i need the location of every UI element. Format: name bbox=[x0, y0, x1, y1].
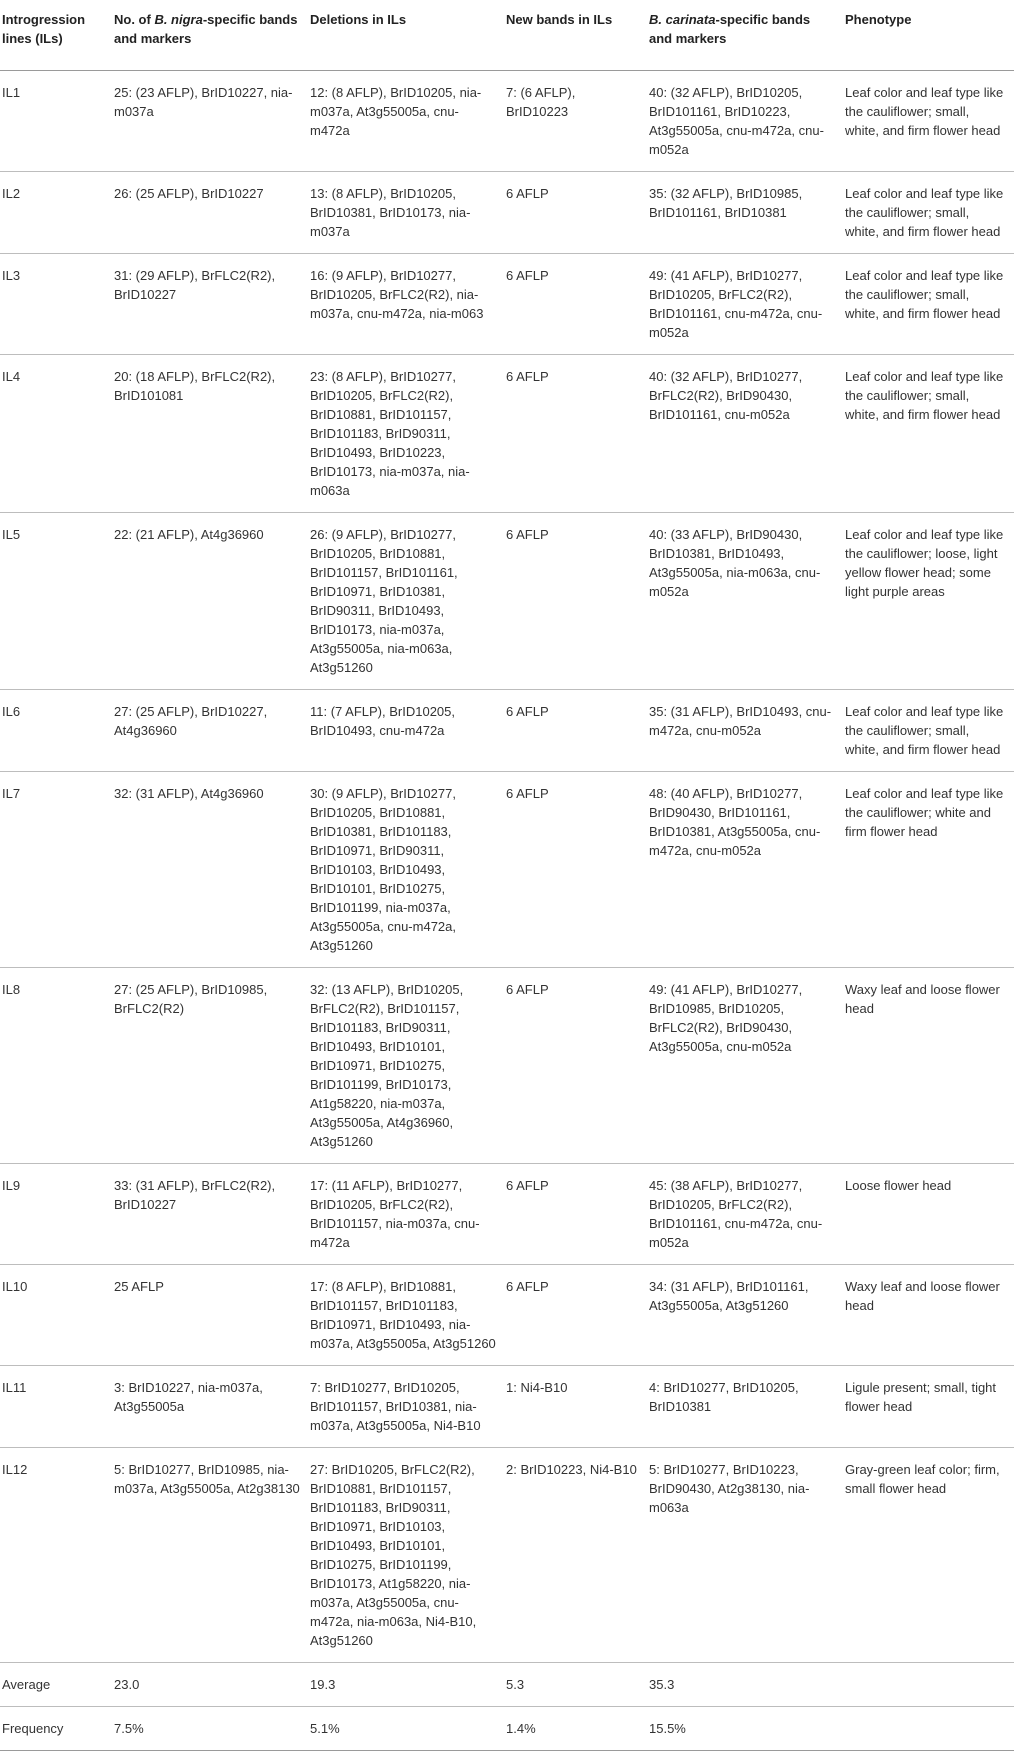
cell-new-bands: 5.3 bbox=[504, 1663, 647, 1707]
header-carinata-species: B. carinata bbox=[649, 12, 716, 27]
cell-line: IL12 bbox=[0, 1448, 112, 1663]
cell-deletions: 19.3 bbox=[308, 1663, 504, 1707]
cell-nigra: 7.5% bbox=[112, 1707, 308, 1751]
cell-deletions: 7: BrID10277, BrID10205, BrID101157, BrID10381, nia-m037a, At3g55005a, Ni4-B10 bbox=[308, 1366, 504, 1448]
cell-new-bands: 6 AFLP bbox=[504, 172, 647, 254]
table-row bbox=[0, 71, 1014, 172]
header-introgression-lines: Introgression lines (ILs) bbox=[0, 0, 112, 71]
cell-new-bands: 6 AFLP bbox=[504, 513, 647, 690]
table-row bbox=[0, 772, 1014, 968]
cell-new-bands: 6 AFLP bbox=[504, 1265, 647, 1366]
header-nigra-pre: No. of bbox=[114, 12, 155, 27]
cell-nigra: 5: BrID10277, BrID10985, nia-m037a, At3g55005a, At2g38130 bbox=[112, 1448, 308, 1663]
cell-nigra: 25 AFLP bbox=[112, 1265, 308, 1366]
cell-phenotype: Waxy leaf and loose flower head bbox=[843, 968, 1014, 1164]
table-row bbox=[0, 513, 1014, 690]
header-nigra-post: -specific bands and markers bbox=[114, 12, 298, 46]
cell-nigra: 20: (18 AFLP), BrFLC2(R2), BrID101081 bbox=[112, 355, 308, 513]
cell-phenotype: Leaf color and leaf type like the cauliflower; small, white, and firm flower head bbox=[843, 172, 1014, 254]
cell-carinata: 34: (31 AFLP), BrID101161, At3g55005a, At3g51260 bbox=[647, 1265, 843, 1366]
cell-phenotype: Leaf color and leaf type like the cauliflower; small, white, and firm flower head bbox=[843, 254, 1014, 355]
cell-nigra: 33: (31 AFLP), BrFLC2(R2), BrID10227 bbox=[112, 1164, 308, 1265]
cell-deletions: 12: (8 AFLP), BrID10205, nia-m037a, At3g55005a, cnu-m472a bbox=[308, 71, 504, 172]
table-row bbox=[0, 1265, 1014, 1366]
table-row bbox=[0, 1448, 1014, 1663]
table-row bbox=[0, 355, 1014, 513]
cell-phenotype: Loose flower head bbox=[843, 1164, 1014, 1265]
cell-deletions: 32: (13 AFLP), BrID10205, BrFLC2(R2), BrID101157, BrID101183, BrID90311, BrID10493, BrID10101, BrID10971, BrID10275, BrID101199, BrID10173, At1g58220, nia-m037a, At3g55005a, At4g36960, At3g51260 bbox=[308, 968, 504, 1164]
cell-carinata: 40: (33 AFLP), BrID90430, BrID10381, BrID10493, At3g55005a, nia-m063a, cnu-m052a bbox=[647, 513, 843, 690]
header-deletions: Deletions in ILs bbox=[308, 0, 504, 71]
cell-nigra: 27: (25 AFLP), BrID10227, At4g36960 bbox=[112, 690, 308, 772]
cell-deletions: 17: (8 AFLP), BrID10881, BrID101157, BrID101183, BrID10971, BrID10493, nia-m037a, At3g55005a, At3g51260 bbox=[308, 1265, 504, 1366]
table-row bbox=[0, 690, 1014, 772]
cell-line: Average bbox=[0, 1663, 112, 1707]
cell-phenotype bbox=[843, 1663, 1014, 1707]
cell-carinata: 49: (41 AFLP), BrID10277, BrID10985, BrID10205, BrFLC2(R2), BrID90430, At3g55005a, cnu-m052a bbox=[647, 968, 843, 1164]
cell-new-bands: 6 AFLP bbox=[504, 1164, 647, 1265]
cell-deletions: 26: (9 AFLP), BrID10277, BrID10205, BrID10881, BrID101157, BrID101161, BrID10971, BrID10381, BrID90311, BrID10493, BrID10173, nia-m037a, At3g55005a, nia-m063a, At3g51260 bbox=[308, 513, 504, 690]
cell-carinata: 4: BrID10277, BrID10205, BrID10381 bbox=[647, 1366, 843, 1448]
cell-carinata: 48: (40 AFLP), BrID10277, BrID90430, BrID101161, BrID10381, At3g55005a, cnu-m472a, cnu-m052a bbox=[647, 772, 843, 968]
cell-carinata: 40: (32 AFLP), BrID10205, BrID101161, BrID10223, At3g55005a, cnu-m472a, cnu-m052a bbox=[647, 71, 843, 172]
cell-phenotype: Leaf color and leaf type like the cauliflower; small, white, and firm flower head bbox=[843, 690, 1014, 772]
cell-line: IL9 bbox=[0, 1164, 112, 1265]
cell-nigra: 3: BrID10227, nia-m037a, At3g55005a bbox=[112, 1366, 308, 1448]
cell-line: IL10 bbox=[0, 1265, 112, 1366]
cell-new-bands: 1: Ni4-B10 bbox=[504, 1366, 647, 1448]
cell-deletions: 5.1% bbox=[308, 1707, 504, 1751]
table-row bbox=[0, 1164, 1014, 1265]
frequency-row bbox=[0, 1707, 1014, 1751]
cell-new-bands: 6 AFLP bbox=[504, 690, 647, 772]
cell-phenotype: Leaf color and leaf type like the cauliflower; white and firm flower head bbox=[843, 772, 1014, 968]
cell-nigra: 26: (25 AFLP), BrID10227 bbox=[112, 172, 308, 254]
cell-line: IL3 bbox=[0, 254, 112, 355]
cell-carinata: 35: (31 AFLP), BrID10493, cnu-m472a, cnu-m052a bbox=[647, 690, 843, 772]
cell-deletions: 27: BrID10205, BrFLC2(R2), BrID10881, BrID101157, BrID101183, BrID90311, BrID10971, BrID10103, BrID10493, BrID10101, BrID10275, BrID101199, BrID10173, At1g58220, nia-m037a, At3g55005a, cnu-m472a, nia-m063a, Ni4-B10, At3g51260 bbox=[308, 1448, 504, 1663]
cell-new-bands: 6 AFLP bbox=[504, 772, 647, 968]
cell-line: IL8 bbox=[0, 968, 112, 1164]
cell-carinata: 5: BrID10277, BrID10223, BrID90430, At2g38130, nia-m063a bbox=[647, 1448, 843, 1663]
cell-carinata: 35.3 bbox=[647, 1663, 843, 1707]
cell-new-bands: 6 AFLP bbox=[504, 254, 647, 355]
cell-phenotype bbox=[843, 1707, 1014, 1751]
cell-nigra: 22: (21 AFLP), At4g36960 bbox=[112, 513, 308, 690]
cell-nigra: 25: (23 AFLP), BrID10227, nia-m037a bbox=[112, 71, 308, 172]
cell-carinata: 49: (41 AFLP), BrID10277, BrID10205, BrFLC2(R2), BrID101161, cnu-m472a, cnu-m052a bbox=[647, 254, 843, 355]
cell-carinata: 35: (32 AFLP), BrID10985, BrID101161, BrID10381 bbox=[647, 172, 843, 254]
cell-deletions: 30: (9 AFLP), BrID10277, BrID10205, BrID10881, BrID10381, BrID101183, BrID10971, BrID90311, BrID10103, BrID10493, BrID10101, BrID10275, BrID101199, nia-m037a, At3g55005a, cnu-m472a, At3g51260 bbox=[308, 772, 504, 968]
table-header bbox=[0, 0, 1014, 71]
cell-line: IL5 bbox=[0, 513, 112, 690]
cell-phenotype: Gray-green leaf color; firm, small flower head bbox=[843, 1448, 1014, 1663]
cell-deletions: 17: (11 AFLP), BrID10277, BrID10205, BrFLC2(R2), BrID101157, nia-m037a, cnu-m472a bbox=[308, 1164, 504, 1265]
cell-new-bands: 2: BrID10223, Ni4-B10 bbox=[504, 1448, 647, 1663]
table-row bbox=[0, 1366, 1014, 1448]
table-row bbox=[0, 968, 1014, 1164]
header-carinata-specific bbox=[647, 0, 843, 71]
cell-line: Frequency bbox=[0, 1707, 112, 1751]
cell-carinata: 15.5% bbox=[647, 1707, 843, 1751]
cell-line: IL6 bbox=[0, 690, 112, 772]
average-row bbox=[0, 1663, 1014, 1707]
cell-new-bands: 6 AFLP bbox=[504, 968, 647, 1164]
cell-deletions: 11: (7 AFLP), BrID10205, BrID10493, cnu-m472a bbox=[308, 690, 504, 772]
cell-line: IL11 bbox=[0, 1366, 112, 1448]
cell-deletions: 16: (9 AFLP), BrID10277, BrID10205, BrFLC2(R2), nia-m037a, cnu-m472a, nia-m063 bbox=[308, 254, 504, 355]
cell-phenotype: Waxy leaf and loose flower head bbox=[843, 1265, 1014, 1366]
header-nigra-species: B. nigra bbox=[154, 12, 203, 27]
table-row bbox=[0, 254, 1014, 355]
header-phenotype: Phenotype bbox=[843, 0, 1014, 71]
cell-new-bands: 7: (6 AFLP), BrID10223 bbox=[504, 71, 647, 172]
cell-nigra: 32: (31 AFLP), At4g36960 bbox=[112, 772, 308, 968]
header-carinata-post: -specific bands and markers bbox=[649, 12, 811, 46]
header-new-bands: New bands in ILs bbox=[504, 0, 647, 71]
cell-nigra: 27: (25 AFLP), BrID10985, BrFLC2(R2) bbox=[112, 968, 308, 1164]
cell-phenotype: Ligule present; small, tight flower head bbox=[843, 1366, 1014, 1448]
cell-phenotype: Leaf color and leaf type like the cauliflower; small, white, and firm flower head bbox=[843, 71, 1014, 172]
cell-line: IL2 bbox=[0, 172, 112, 254]
cell-carinata: 45: (38 AFLP), BrID10277, BrID10205, BrFLC2(R2), BrID101161, cnu-m472a, cnu-m052a bbox=[647, 1164, 843, 1265]
cell-nigra: 31: (29 AFLP), BrFLC2(R2), BrID10227 bbox=[112, 254, 308, 355]
cell-line: IL4 bbox=[0, 355, 112, 513]
table-row bbox=[0, 172, 1014, 254]
cell-deletions: 23: (8 AFLP), BrID10277, BrID10205, BrFLC2(R2), BrID10881, BrID101157, BrID101183, BrID90311, BrID10493, BrID10223, BrID10173, nia-m037a, nia-m063a bbox=[308, 355, 504, 513]
cell-line: IL7 bbox=[0, 772, 112, 968]
cell-line: IL1 bbox=[0, 71, 112, 172]
cell-new-bands: 6 AFLP bbox=[504, 355, 647, 513]
header-row bbox=[0, 0, 1014, 71]
cell-deletions: 13: (8 AFLP), BrID10205, BrID10381, BrID10173, nia-m037a bbox=[308, 172, 504, 254]
cell-phenotype: Leaf color and leaf type like the cauliflower; loose, light yellow flower head; some light purple areas bbox=[843, 513, 1014, 690]
cell-new-bands: 1.4% bbox=[504, 1707, 647, 1751]
cell-phenotype: Leaf color and leaf type like the cauliflower; small, white, and firm flower head bbox=[843, 355, 1014, 513]
cell-carinata: 40: (32 AFLP), BrID10277, BrFLC2(R2), BrID90430, BrID101161, cnu-m052a bbox=[647, 355, 843, 513]
table-body bbox=[0, 71, 1014, 1751]
cell-nigra: 23.0 bbox=[112, 1663, 308, 1707]
header-nigra-specific bbox=[112, 0, 308, 71]
